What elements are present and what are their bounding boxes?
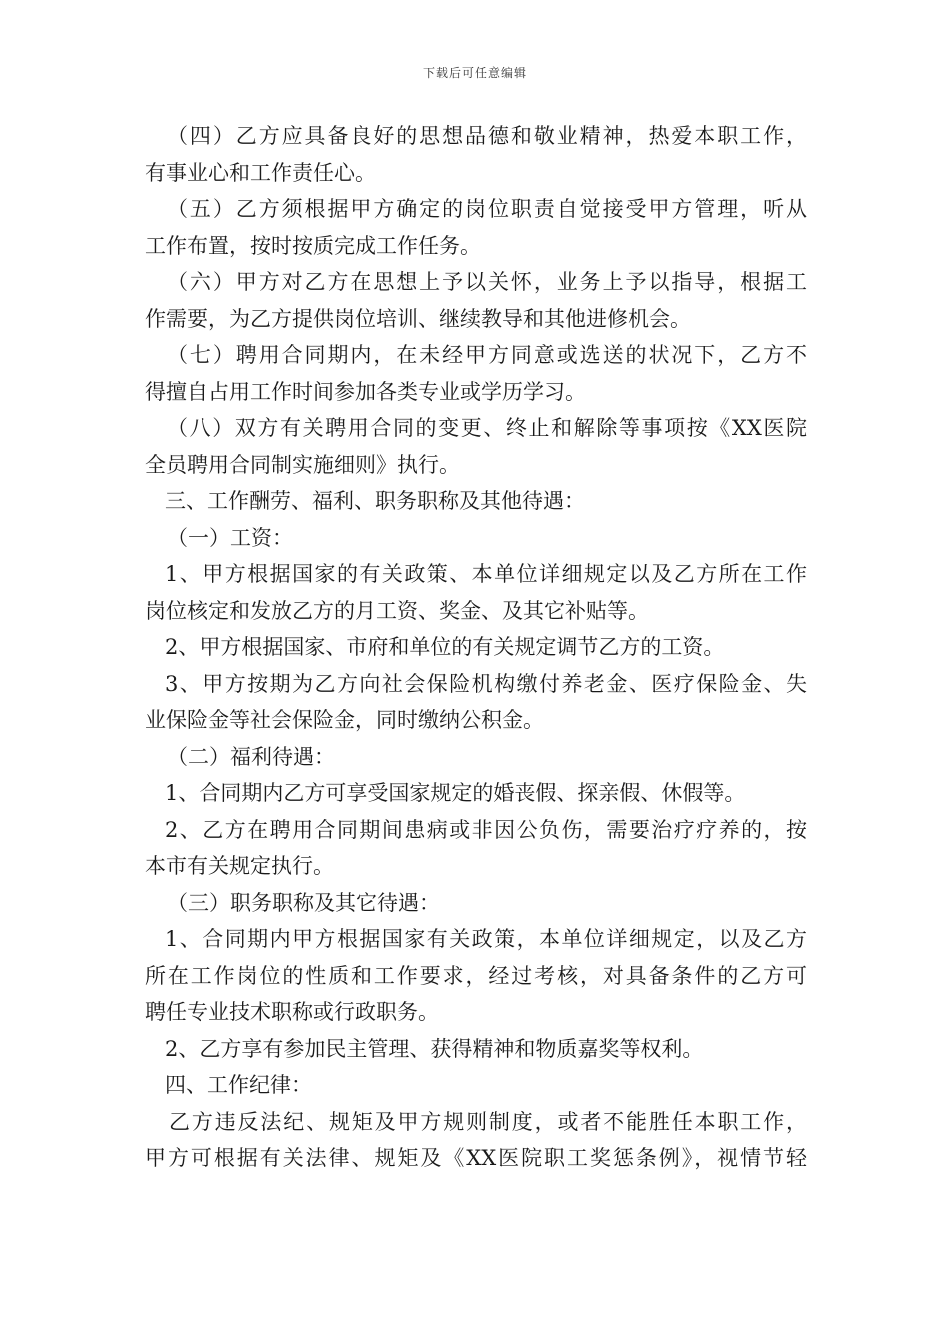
text-line: 有事业心和工作责任心。 <box>145 160 376 185</box>
text-line: （三）职务职称及其它待遇： <box>167 890 440 915</box>
text-line: 1、合同期内甲方根据国家有关政策，本单位详细规定，以及乙方 <box>165 927 807 951</box>
text-line: （八）双方有关聘用合同的变更、终止和解除等事项按《XX医院 <box>167 416 807 440</box>
text-line: 工作布置，按时按质完成工作任务。 <box>145 233 481 258</box>
text-line: 1、甲方根据国家的有关政策、本单位详细规定以及乙方所在工作 <box>165 562 807 586</box>
text-line: （一）工资： <box>167 525 293 550</box>
text-line: 岗位核定和发放乙方的月工资、奖金、及其它补贴等。 <box>145 598 649 623</box>
text-line: 作需要，为乙方提供岗位培训、继续教导和其他进修机会。 <box>145 306 691 331</box>
text-line: 全员聘用合同制实施细则》执行。 <box>145 452 460 477</box>
text-line: 2、乙方享有参加民主管理、获得精神和物质嘉奖等权利。 <box>165 1036 704 1061</box>
text-line: 3、甲方按期为乙方向社会保险机构缴付养老金、医疗保险金、失 <box>165 671 807 696</box>
text-line: 甲方可根据有关法律、规矩及《XX医院职工奖惩条例》，视情节轻 <box>145 1146 807 1170</box>
text-line: （七）聘用合同期内，在未经甲方同意或选送的状况下，乙方不 <box>167 343 807 367</box>
text-line: 2、乙方在聘用合同期间患病或非因公负伤，需要治疗疗养的，按 <box>165 817 807 842</box>
text-line: 三、工作酬劳、福利、职务职称及其他待遇： <box>165 489 585 513</box>
text-line: 所在工作岗位的性质和工作要求，经过考核，对具备条件的乙方可 <box>145 963 807 988</box>
text-line: 四、工作纪律： <box>165 1073 312 1097</box>
text-line: 乙方违反法纪、规矩及甲方规则制度，或者不能胜任本职工作， <box>169 1109 807 1134</box>
header-note: 下载后可任意编辑 <box>422 66 527 80</box>
text-line: 本市有关规定执行。 <box>145 854 334 878</box>
text-line: 1、合同期内乙方可享受国家规定的婚丧假、探亲假、休假等。 <box>165 781 746 805</box>
text-line: （五）乙方须根据甲方确定的岗位职责自觉接受甲方管理，听从 <box>167 197 807 221</box>
text-line: 2、甲方根据国家、市府和单位的有关规定调节乙方的工资。 <box>165 635 725 659</box>
body-text <box>145 118 807 1177</box>
text-line: （六）甲方对乙方在思想上予以关怀，业务上予以指导，根据工 <box>167 270 807 294</box>
text-line: 聘任专业技术职称或行政职务。 <box>145 1000 439 1024</box>
text-line: （四）乙方应具备良好的思想品德和敬业精神，热爱本职工作， <box>167 124 807 148</box>
text-line: （二）福利待遇： <box>167 744 335 769</box>
text-line: 业保险金等社会保险金，同时缴纳公积金。 <box>145 708 544 732</box>
text-line: 得擅自占用工作时间参加各类专业或学历学习。 <box>145 379 586 404</box>
